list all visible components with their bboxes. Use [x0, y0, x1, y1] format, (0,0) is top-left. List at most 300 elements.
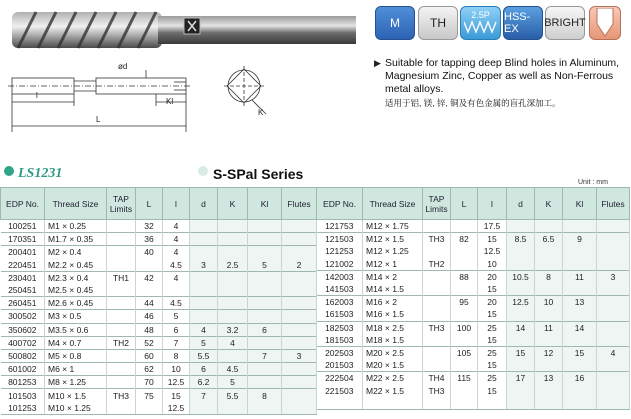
cell-l: 4.5 — [163, 297, 190, 310]
cell-size: M10 × 1.5 — [45, 389, 107, 402]
cell-l: 15 — [478, 308, 507, 321]
table-row — [317, 258, 630, 271]
cell-K — [535, 245, 563, 257]
cell-fl — [597, 397, 630, 410]
cell-l: 15 — [163, 389, 190, 402]
cell-tap — [107, 233, 136, 246]
cell-size: M10 × 1.25 — [45, 402, 107, 415]
cell-fl — [597, 258, 630, 271]
cell-tap: TH3 — [423, 321, 451, 334]
cell-L: 62 — [136, 363, 163, 376]
cell-K — [535, 258, 563, 271]
thread-badge — [418, 6, 458, 40]
cell-edp: 260451 — [1, 297, 45, 310]
cell-tap — [423, 245, 451, 257]
cell-d — [507, 258, 535, 271]
cell-d: 10.5 — [507, 270, 535, 283]
cell-size: M2.6 × 0.45 — [45, 297, 107, 310]
cell-fl — [282, 402, 317, 415]
cell-d — [190, 284, 218, 297]
cell-edp: 121253 — [317, 245, 363, 257]
cell-d — [507, 283, 535, 296]
table-row — [317, 245, 630, 257]
cell-Kl: 15 — [563, 346, 597, 359]
column-header: TAP Limits — [423, 188, 451, 220]
cell-edp: 170351 — [1, 233, 45, 246]
cell-fl — [597, 321, 630, 334]
cell-K: 4 — [218, 336, 248, 349]
cell-fl — [597, 233, 630, 246]
column-header: d — [507, 188, 535, 220]
column-header: Kl — [248, 188, 282, 220]
description-en: Suitable for tapping deep Blind holes in Aluminum, Magnesium Zinc, Copper as well as Non-Ferrous metal alloys. — [385, 57, 620, 95]
cell-K: 13 — [535, 372, 563, 385]
cell-edp: 350602 — [1, 323, 45, 336]
table-row — [1, 233, 317, 246]
cell-L — [451, 308, 478, 321]
cell-K — [218, 402, 248, 415]
cell-l: 12.5 — [163, 402, 190, 415]
cell-K — [218, 284, 248, 297]
cell-Kl: 13 — [563, 296, 597, 309]
column-header: L — [451, 188, 478, 220]
cell-L — [451, 258, 478, 271]
cell-L: 40 — [136, 246, 163, 259]
cell-d — [190, 246, 218, 259]
cell-tap: TH2 — [107, 336, 136, 349]
thread-badge-label: TH — [430, 16, 446, 30]
cell-l: 4 — [163, 233, 190, 246]
cell-tap — [107, 297, 136, 310]
cell-Kl — [248, 336, 282, 349]
cell-K — [535, 283, 563, 296]
cell-Kl: 6 — [248, 323, 282, 336]
cell-tap — [107, 284, 136, 297]
cell-tap — [107, 246, 136, 259]
cell-d: 6 — [190, 363, 218, 376]
series-bullet-2-icon — [198, 166, 208, 176]
cell-L: 115 — [451, 372, 478, 385]
dim-l-label: l — [36, 91, 38, 100]
cell-size: M18 × 2.5 — [363, 321, 423, 334]
table-row — [1, 349, 317, 362]
cell-fl — [597, 220, 630, 233]
cell-tap — [423, 359, 451, 372]
cell-Kl — [563, 258, 597, 271]
cell-L: 44 — [136, 297, 163, 310]
material-badge-label: M — [390, 16, 400, 30]
cell-Kl — [248, 402, 282, 415]
cell-K — [535, 384, 563, 396]
cell-Kl — [248, 233, 282, 246]
cell-l — [163, 284, 190, 297]
cell-d: 5 — [190, 336, 218, 349]
table-row — [317, 397, 630, 410]
column-header: EDP No. — [1, 188, 45, 220]
bullet-arrow-icon: ▶ — [374, 58, 381, 68]
cell-K — [535, 397, 563, 410]
cell-K — [535, 334, 563, 347]
cell-l: 4 — [163, 220, 190, 233]
cell-edp: 142003 — [317, 270, 363, 283]
cell-L — [136, 284, 163, 297]
cell-L — [451, 384, 478, 396]
column-header: K — [535, 188, 563, 220]
cell-l: 12.5 — [163, 376, 190, 389]
cell-tap — [423, 334, 451, 347]
cell-L — [451, 397, 478, 410]
cell-tap — [107, 402, 136, 415]
cell-edp: 220451 — [1, 259, 45, 272]
cell-edp — [317, 397, 363, 410]
cell-edp: 250451 — [1, 284, 45, 297]
cell-K — [535, 220, 563, 233]
cell-l: 17.5 — [478, 220, 507, 233]
table-row — [317, 359, 630, 372]
cell-L: 100 — [451, 321, 478, 334]
hss-ex-badge — [503, 6, 543, 40]
cell-K — [218, 246, 248, 259]
cell-size: M14 × 2 — [363, 270, 423, 283]
cell-tap — [107, 363, 136, 376]
cell-size: M4 × 0.7 — [45, 336, 107, 349]
cell-l: 25 — [478, 321, 507, 334]
table-row — [1, 402, 317, 415]
cell-Kl — [563, 334, 597, 347]
table-row — [1, 271, 317, 284]
table-row — [1, 389, 317, 402]
hss-ex-badge-label: HSS-EX — [504, 11, 531, 35]
cell-Kl — [248, 246, 282, 259]
cell-L: 36 — [136, 233, 163, 246]
cell-edp: 101503 — [1, 389, 45, 402]
series-bullet-icon — [4, 166, 14, 176]
cell-l: 20 — [478, 296, 507, 309]
material-badge — [375, 6, 415, 40]
cell-d: 12.5 — [507, 296, 535, 309]
cell-Kl: 7 — [248, 349, 282, 362]
pitch-badge-label: 2.5P — [471, 10, 490, 20]
cell-L: 70 — [136, 376, 163, 389]
cell-fl: 2 — [282, 259, 317, 272]
cell-K: 10 — [535, 296, 563, 309]
table-row — [1, 259, 317, 272]
cell-d — [190, 233, 218, 246]
cell-fl: 3 — [597, 270, 630, 283]
cell-size: M12 × 1.5 — [363, 233, 423, 246]
cell-d — [507, 334, 535, 347]
cell-Kl — [563, 220, 597, 233]
cell-l — [478, 397, 507, 410]
cell-fl — [282, 376, 317, 389]
cell-Kl: 11 — [563, 270, 597, 283]
cell-size: M12 × 1 — [363, 258, 423, 271]
cell-d — [190, 297, 218, 310]
cell-l: 4 — [163, 271, 190, 284]
cell-edp: 200401 — [1, 246, 45, 259]
cell-d: 4 — [190, 323, 218, 336]
cell-edp: 161503 — [317, 308, 363, 321]
cell-edp: 182503 — [317, 321, 363, 334]
cell-l: 15 — [478, 334, 507, 347]
cell-d: 6.2 — [190, 376, 218, 389]
cell-fl — [282, 297, 317, 310]
cell-fl — [282, 284, 317, 297]
column-header: L — [136, 188, 163, 220]
cell-l: 15 — [478, 233, 507, 246]
blind-hole-tip-icon — [589, 6, 621, 40]
cell-tap — [107, 259, 136, 272]
cell-d: 5.5 — [190, 349, 218, 362]
table-row — [317, 270, 630, 283]
cell-d — [507, 384, 535, 396]
cell-L: 48 — [136, 323, 163, 336]
cell-Kl: 9 — [563, 233, 597, 246]
cell-l: 15 — [478, 384, 507, 396]
cell-edp: 162003 — [317, 296, 363, 309]
cell-tap: TH4 — [423, 372, 451, 385]
cell-Kl — [563, 359, 597, 372]
cell-d: 15 — [507, 346, 535, 359]
cell-K — [218, 271, 248, 284]
table-row — [317, 233, 630, 246]
cell-tap: TH2 — [423, 258, 451, 271]
cell-edp: 601002 — [1, 363, 45, 376]
cell-tap — [423, 283, 451, 296]
cell-size: M20 × 1.5 — [363, 359, 423, 372]
cell-fl — [597, 384, 630, 396]
table-row — [317, 283, 630, 296]
dim-d-label: ød — [118, 62, 128, 71]
cell-tap — [423, 220, 451, 233]
cell-tap — [423, 270, 451, 283]
cell-L: 75 — [136, 389, 163, 402]
cell-size: M2.2 × 0.45 — [45, 259, 107, 272]
cell-K: 5.5 — [218, 389, 248, 402]
unit-label: Unit : mm — [578, 179, 608, 186]
cell-fl — [282, 271, 317, 284]
column-header: l — [478, 188, 507, 220]
cell-fl — [597, 245, 630, 257]
table-row — [1, 310, 317, 323]
cell-size: M1.7 × 0.35 — [45, 233, 107, 246]
cell-Kl: 14 — [563, 321, 597, 334]
cell-edp: 400702 — [1, 336, 45, 349]
cell-L — [451, 283, 478, 296]
cell-K — [218, 233, 248, 246]
cell-Kl — [248, 271, 282, 284]
cell-d — [507, 359, 535, 372]
cell-K — [218, 297, 248, 310]
cell-fl — [282, 363, 317, 376]
cell-d: 3 — [190, 259, 218, 272]
column-header: Flutes — [282, 188, 317, 220]
table-row — [1, 323, 317, 336]
table-row — [1, 284, 317, 297]
cell-l: 7 — [163, 336, 190, 349]
cell-d — [190, 271, 218, 284]
cell-l: 6 — [163, 323, 190, 336]
cell-l: 12.5 — [478, 245, 507, 257]
cell-edp: 300502 — [1, 310, 45, 323]
cell-d — [190, 220, 218, 233]
cell-size: M22 × 1.5 — [363, 384, 423, 396]
cell-K: 6.5 — [535, 233, 563, 246]
cell-d — [507, 397, 535, 410]
column-header: Thread Size — [363, 188, 423, 220]
column-header: Flutes — [597, 188, 630, 220]
cell-l: 25 — [478, 346, 507, 359]
column-header: Kl — [563, 188, 597, 220]
cell-size: M2.3 × 0.4 — [45, 271, 107, 284]
cell-L: 105 — [451, 346, 478, 359]
cell-d: 8.5 — [507, 233, 535, 246]
cell-edp: 801253 — [1, 376, 45, 389]
cell-K: 12 — [535, 346, 563, 359]
cell-Kl: 16 — [563, 372, 597, 385]
spec-table-left — [0, 187, 317, 415]
column-header: Thread Size — [45, 188, 107, 220]
cell-Kl — [248, 284, 282, 297]
cell-edp: 181503 — [317, 334, 363, 347]
cell-Kl — [563, 283, 597, 296]
cell-size: M3.5 × 0.6 — [45, 323, 107, 336]
table-row — [1, 220, 317, 233]
cell-fl — [282, 220, 317, 233]
cell-K — [218, 220, 248, 233]
cell-size: M8 × 1.25 — [45, 376, 107, 389]
cell-L: 60 — [136, 349, 163, 362]
cell-Kl — [248, 220, 282, 233]
cell-l: 25 — [478, 372, 507, 385]
cell-d — [507, 245, 535, 257]
cell-d — [190, 402, 218, 415]
cell-L: 42 — [136, 271, 163, 284]
cell-K: 2.5 — [218, 259, 248, 272]
cell-L — [136, 402, 163, 415]
cell-tap — [107, 323, 136, 336]
table-row — [317, 296, 630, 309]
cell-tap: TH1 — [107, 271, 136, 284]
cell-l: 4 — [163, 246, 190, 259]
cell-L: 82 — [451, 233, 478, 246]
thread-pitch-icon — [464, 20, 498, 34]
column-header: K — [218, 188, 248, 220]
table-row — [1, 363, 317, 376]
cell-edp: 101253 — [1, 402, 45, 415]
table-row — [1, 246, 317, 259]
table-row — [317, 321, 630, 334]
cell-K — [218, 310, 248, 323]
cell-L: 88 — [451, 270, 478, 283]
cell-K: 4.5 — [218, 363, 248, 376]
cell-tap — [107, 349, 136, 362]
cell-d: 7 — [190, 389, 218, 402]
cell-tap — [423, 308, 451, 321]
cell-Kl — [563, 397, 597, 410]
series-name: S-SPal Series — [213, 166, 304, 182]
dim-K-label: K — [258, 108, 264, 117]
cell-tap — [107, 220, 136, 233]
cell-L: 46 — [136, 310, 163, 323]
cell-tap — [423, 397, 451, 410]
table-row — [317, 220, 630, 233]
cell-Kl: 8 — [248, 389, 282, 402]
description-cn: 适用于铝, 镁, 锌, 铜及有色金属的盲孔深加工。 — [385, 98, 561, 108]
cell-fl — [282, 389, 317, 402]
cell-L: 32 — [136, 220, 163, 233]
table-row — [1, 297, 317, 310]
dim-Kl-label: Kl — [166, 97, 174, 106]
cell-fl — [282, 336, 317, 349]
spec-table-right — [316, 187, 630, 410]
series-code: LS1231 — [18, 166, 63, 181]
cell-fl — [597, 296, 630, 309]
table-row — [317, 372, 630, 385]
cell-K — [535, 359, 563, 372]
cell-size: M3 × 0.5 — [45, 310, 107, 323]
table-row — [317, 334, 630, 347]
cell-K — [218, 349, 248, 362]
cell-tap: TH3 — [423, 384, 451, 396]
cell-fl — [597, 372, 630, 385]
cell-edp: 141503 — [317, 283, 363, 296]
cell-edp: 100251 — [1, 220, 45, 233]
cell-size: M1 × 0.25 — [45, 220, 107, 233]
cell-l: 5 — [163, 310, 190, 323]
cell-Kl — [248, 363, 282, 376]
cell-size: M2.5 × 0.45 — [45, 284, 107, 297]
tap-photo — [8, 6, 358, 54]
cell-Kl — [563, 245, 597, 257]
cell-fl — [597, 283, 630, 296]
cell-Kl — [248, 376, 282, 389]
cell-edp: 222504 — [317, 372, 363, 385]
cell-K: 8 — [535, 270, 563, 283]
cell-l: 15 — [478, 283, 507, 296]
table-row — [317, 384, 630, 396]
tap-drawing — [6, 60, 281, 140]
cell-size: M12 × 1.75 — [363, 220, 423, 233]
cell-L — [451, 359, 478, 372]
cell-K — [535, 308, 563, 321]
cell-edp: 201503 — [317, 359, 363, 372]
cell-size — [363, 397, 423, 410]
table-row — [317, 308, 630, 321]
cell-fl — [282, 246, 317, 259]
cell-L: 52 — [136, 336, 163, 349]
cell-edp: 230401 — [1, 271, 45, 284]
cell-edp: 221503 — [317, 384, 363, 396]
table-row — [1, 376, 317, 389]
cell-l: 8 — [163, 349, 190, 362]
cell-fl — [282, 323, 317, 336]
cell-d — [507, 308, 535, 321]
cell-l: 15 — [478, 359, 507, 372]
cell-L — [451, 334, 478, 347]
column-header: d — [190, 188, 218, 220]
cell-edp: 500802 — [1, 349, 45, 362]
cell-fl: 3 — [282, 349, 317, 362]
cell-tap: TH3 — [107, 389, 136, 402]
cell-fl — [282, 233, 317, 246]
cell-L — [451, 220, 478, 233]
cell-K: 11 — [535, 321, 563, 334]
cell-tap — [423, 346, 451, 359]
cell-size: M20 × 2.5 — [363, 346, 423, 359]
cell-size: M22 × 2.5 — [363, 372, 423, 385]
cell-size: M14 × 1.5 — [363, 283, 423, 296]
